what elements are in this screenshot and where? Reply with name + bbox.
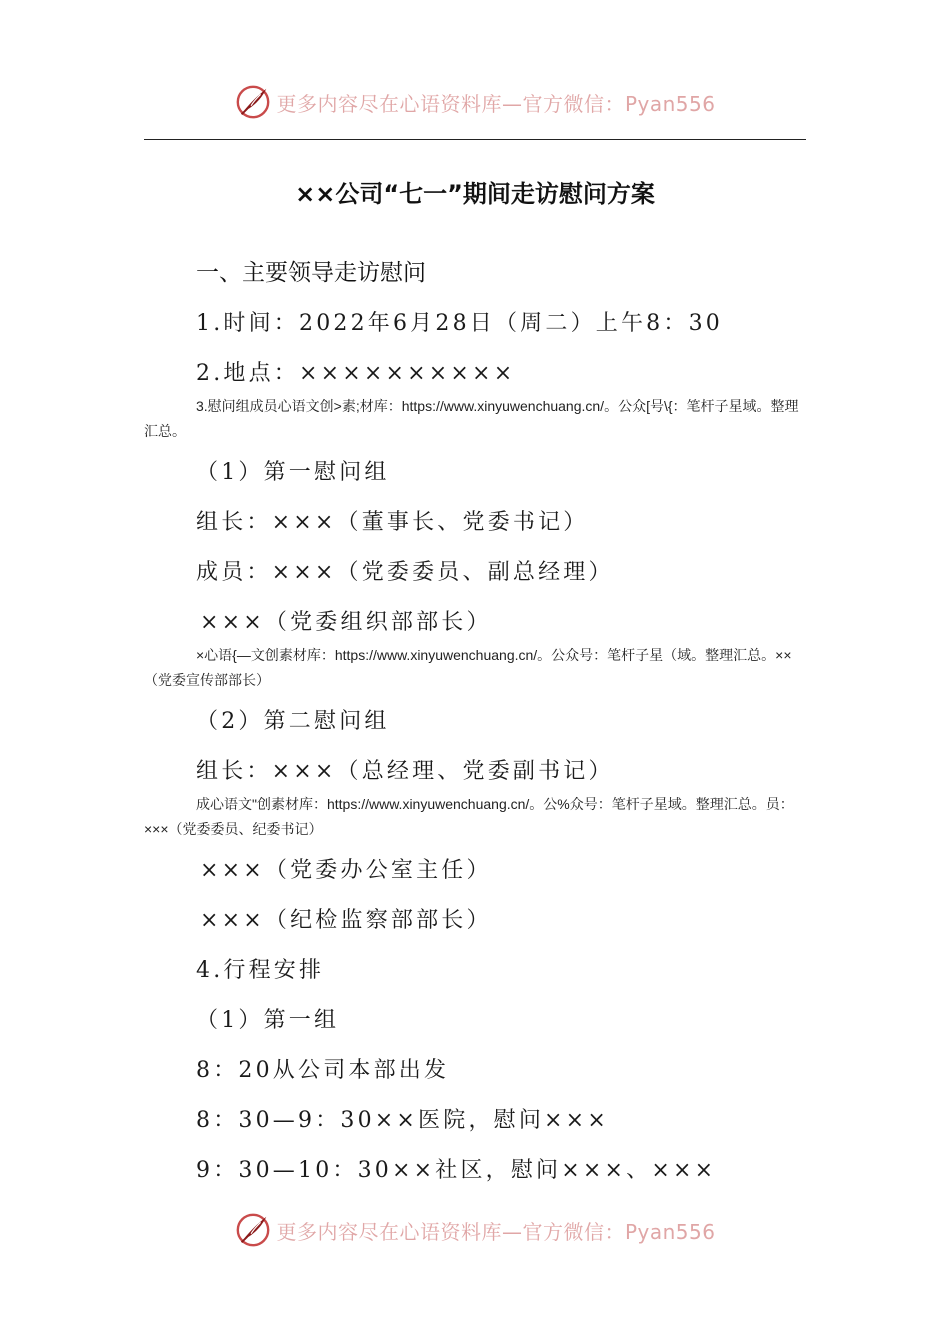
group2-member-2: ×××（党委办公室主任）	[200, 858, 492, 883]
section-heading-1: 一、主要领导走访慰问	[196, 260, 426, 286]
group1-heading: （1）第一慰问组	[196, 460, 390, 485]
document-title: ××公司“七一”期间走访慰问方案	[295, 180, 655, 208]
group1-member-1: 成员：×××（党委委员、副总经理）	[196, 560, 614, 585]
group2-note: 成心语文"创素材库：https://www.xinyuwenchuang.cn/。公%众号：笔杆子星域。整理汇总。员：×××（党委委员、纪委书记）	[144, 796, 794, 837]
schedule-heading: 4.行程安排	[196, 958, 325, 983]
group2-member-3: ×××（纪检监察部部长）	[200, 908, 492, 933]
banner-text: 更多内容尽在心语资料库—官方微信：Pyan556	[276, 91, 716, 116]
group1-leader: 组长：×××（董事长、党委书记）	[196, 510, 589, 535]
members-note: 3.慰问组成员心语文创>素;材库：https://www.xinyuwenchuang.cn/。公众[号\{：笔杆子星域。整理汇总。	[144, 398, 799, 439]
header-watermark-banner	[0, 80, 950, 124]
footer-watermark-banner	[0, 1208, 950, 1252]
time-line: 1.时间：2022年6月28日（周二）上午8：30	[196, 311, 723, 336]
schedule-visit-1: 8：30—9：30××医院，慰问×××	[196, 1108, 609, 1133]
group2-leader: 组长：×××（总经理、党委副书记）	[196, 759, 614, 784]
group1-note: ×心语{—文创素材库：https://www.xinyuwenchuang.cn/。公众号：笔杆子星（域。整理汇总。××（党委宣传部部长）	[144, 647, 792, 688]
quill-logo-icon	[234, 1211, 272, 1249]
schedule-depart: 8：20从公司本部出发	[196, 1058, 450, 1083]
group1-member-2: ×××（党委组织部部长）	[200, 610, 492, 635]
banner-text: 更多内容尽在心语资料库—官方微信：Pyan556	[276, 1219, 716, 1244]
group2-heading: （2）第二慰问组	[196, 709, 390, 734]
place-line: 2.地点：××××××××××	[196, 361, 516, 386]
schedule-group1: （1）第一组	[196, 1008, 340, 1033]
schedule-visit-2: 9：30—10：30××社区，慰问×××、×××	[196, 1158, 717, 1183]
header-rule	[144, 139, 806, 140]
quill-logo-icon	[234, 83, 272, 121]
